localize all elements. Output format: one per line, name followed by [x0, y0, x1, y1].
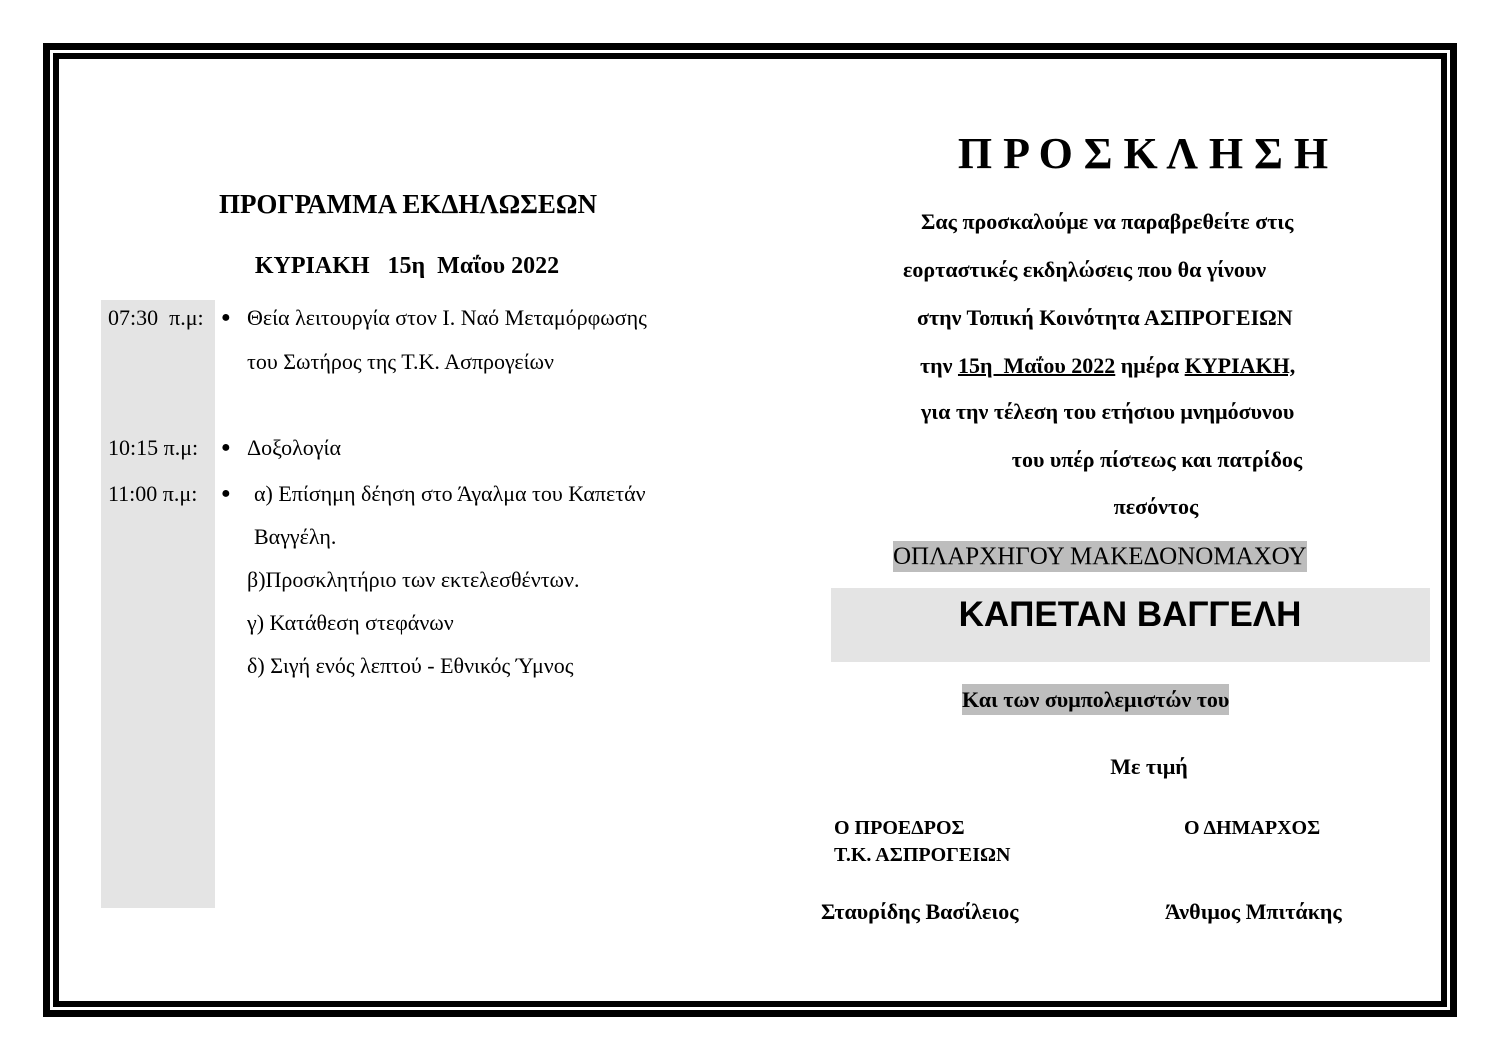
event-day: ΚΥΡΙΑΚΗ,	[1184, 353, 1296, 378]
bullet-icon: ●	[221, 439, 231, 456]
invitation-line: Σας προσκαλούμε να παραβρεθείτε στις	[921, 209, 1294, 234]
event-date: 15η Μαΐου 2022	[957, 353, 1116, 378]
honoree-rank: ΟΠΛΑΡΧΗΓΟΥ ΜΑΚΕΔΟΝΟΜΑΧΟΥ	[893, 543, 1307, 570]
event-time: 11:00 π.μ:	[108, 481, 198, 506]
event-text: β)Προσκλητήριο των εκτελεσθέντων.	[247, 567, 580, 592]
bullet-icon: ●	[221, 309, 231, 326]
invitation-date-line	[920, 351, 1295, 381]
event-text: γ) Κατάθεση στεφάνων	[247, 610, 454, 635]
event-time: 07:30 π.μ:	[108, 305, 204, 330]
program-date: ΚΥΡΙΑΚΗ 15η Μαΐου 2022	[254, 253, 560, 279]
signatory-role: Ο ΠΡΟΕΔΡΟΣ	[834, 817, 965, 839]
signatory-name: Άνθιμος Μπιτάκης	[1165, 899, 1342, 924]
text: ημέρα	[1115, 353, 1185, 378]
text: την	[920, 353, 958, 378]
event-text: α) Επίσημη δέηση στο Άγαλμα του Καπετάν	[254, 481, 646, 506]
time-column	[101, 300, 215, 908]
comrades-line: Και των συμπολεμιστών του	[962, 684, 1229, 715]
event-text: Βαγγέλη.	[254, 524, 337, 549]
signatory-role: Τ.Κ. ΑΣΠΡΟΓΕΙΩΝ	[834, 844, 1011, 866]
signatory-name: Σταυρίδης Βασίλειος	[821, 899, 1019, 924]
bullet-icon: ●	[221, 485, 231, 502]
event-text: του Σωτήρος της Τ.Κ. Ασπρογείων	[247, 349, 554, 374]
invitation-line: για την τέλεση του ετήσιου μνημόσυνου	[921, 399, 1295, 424]
honor-line: Με τιμή	[1110, 754, 1188, 779]
invitation-title: Π Ρ Ο Σ Κ Λ Η Σ Η	[957, 129, 1329, 178]
event-text: Δοξολογία	[247, 435, 341, 460]
event-time: 10:15 π.μ:	[108, 435, 199, 460]
invitation-line: πεσόντος	[1113, 494, 1199, 519]
event-text: Θεία λειτουργία στον Ι. Ναό Μεταμόρφωσης	[247, 305, 647, 330]
event-text: δ) Σιγή ενός λεπτού - Εθνικός Ύμνος	[247, 653, 574, 678]
invitation-line: στην Τοπική Κοινότητα ΑΣΠΡΟΓΕΙΩΝ	[917, 305, 1293, 330]
program-title: ΠΡΟΓΡΑΜΜΑ ΕΚΔΗΛΩΣΕΩΝ	[218, 189, 598, 219]
invitation-line: εορταστικές εκδηλώσεις που θα γίνουν	[903, 257, 1267, 282]
honoree-name: ΚΑΠΕΤΑΝ ΒΑΓΓΕΛΗ	[958, 595, 1302, 634]
invitation-line: του υπέρ πίστεως και πατρίδος	[1011, 447, 1303, 472]
signatory-role: Ο ΔΗΜΑΡΧΟΣ	[1184, 817, 1321, 839]
